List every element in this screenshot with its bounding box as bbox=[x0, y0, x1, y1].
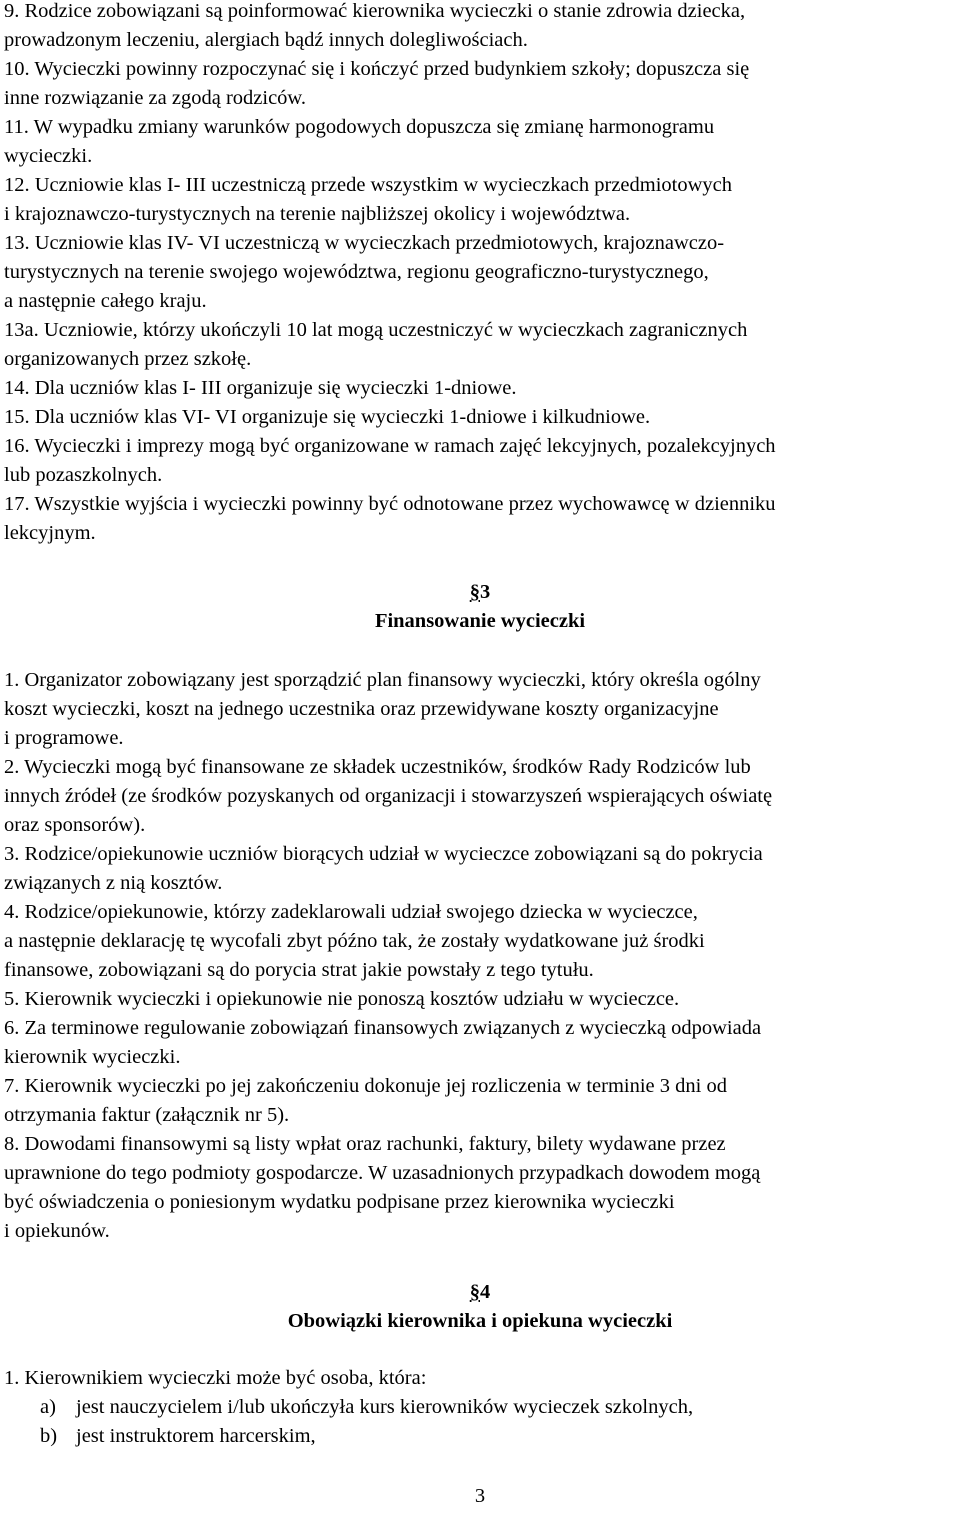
item-10-line-2: inne rozwiązanie za zgodą rodziców. bbox=[4, 87, 307, 109]
item-13-line-1: 13. Uczniowie klas IV- VI uczestniczą w wycieczkach przedmiotowych, krajoznawczo- bbox=[4, 232, 725, 254]
page-number: 3 bbox=[474, 1485, 486, 1507]
s3-item-7-line-1: 7. Kierownik wycieczki po jej zakończeniu dokonuje jej rozliczenia w terminie 3 dni od bbox=[4, 1075, 727, 1097]
section3-items bbox=[4, 666, 960, 1246]
s4-subitem-a bbox=[4, 1393, 693, 1422]
item-17-line-1: 17. Wszystkie wyjścia i wycieczki powinny być odnotowane przez wychowawcę w dzienniku bbox=[4, 493, 776, 515]
s3-item-8-line-1: 8. Dowodami finansowymi są listy wpłat oraz rachunki, faktury, bilety wydawane przez bbox=[4, 1133, 726, 1155]
s3-item-8-line-2: uprawnione do tego podmioty gospodarcze. W uzasadnionych przypadkach dowodem mogą bbox=[4, 1162, 761, 1184]
s3-item-6-line-1: 6. Za terminowe regulowanie zobowiązań finansowych związanych z wycieczką odpowiada bbox=[4, 1017, 762, 1039]
item-11-line-2: wycieczki. bbox=[4, 145, 93, 167]
item-14-line-1: 14. Dla uczniów klas I- III organizuje się wycieczki 1-dniowe. bbox=[4, 377, 517, 399]
item-17-line-2: lekcyjnym. bbox=[4, 522, 96, 544]
s3-item-1-line-1: 1. Organizator zobowiązany jest sporządzić plan finansowy wycieczki, który określa ogólny bbox=[4, 669, 761, 691]
s3-item-2-line-1: 2. Wycieczki mogą być finansowane ze składek uczestników, środków Rady Rodziców lub bbox=[4, 756, 751, 778]
item-12-line-1: 12. Uczniowie klas I- III uczestniczą przede wszystkim w wycieczkach przedmiotowych bbox=[4, 174, 733, 196]
s4-subitem-b bbox=[4, 1422, 316, 1451]
s3-item-1-line-3: i programowe. bbox=[4, 727, 124, 749]
section4-number: §4 bbox=[469, 1281, 491, 1303]
s3-item-8-line-3: być oświadczenia o poniesionym wydatku podpisane przez kierownika wycieczki bbox=[4, 1191, 675, 1213]
s3-item-7-line-2: otrzymania faktur (załącznik nr 5). bbox=[4, 1104, 290, 1126]
s3-item-3-line-1: 3. Rodzice/opiekunowie uczniów biorących udział w wycieczce zobowiązani są do pokrycia bbox=[4, 843, 763, 865]
item-9-line-1: 9. Rodzice zobowiązani są poinformować kierownika wycieczki o stanie zdrowia dziecka, bbox=[4, 0, 746, 22]
s3-item-5-line-1: 5. Kierownik wycieczki i opiekunowie nie ponoszą kosztów udziału w wycieczce. bbox=[4, 988, 680, 1010]
s3-item-2-line-2: innych źródeł (ze środków pozyskanych od organizacji i stowarzyszeń wspierających oświatę bbox=[4, 785, 773, 807]
s3-item-6-line-2: kierownik wycieczki. bbox=[4, 1046, 181, 1068]
item-13-line-2: turystycznych na terenie swojego województwa, regionu geograficzno-turystycznego, bbox=[4, 261, 709, 283]
item-11-line-1: 11. W wypadku zmiany warunków pogodowych dopuszcza się zmianę harmonogramu bbox=[4, 116, 715, 138]
s3-item-4-line-3: finansowe, zobowiązani są do porycia strat jakie powstały z tego tytułu. bbox=[4, 959, 594, 981]
item-13-line-3: a następnie całego kraju. bbox=[4, 290, 207, 312]
section4-title: Obowiązki kierownika i opiekuna wycieczki bbox=[287, 1310, 673, 1332]
s4-subitem-b-text: jest instruktorem harcerskim, bbox=[76, 1425, 316, 1447]
section2-items bbox=[4, 0, 960, 548]
item-13a-line-2: organizowanych przez szkołę. bbox=[4, 348, 252, 370]
s3-item-1-line-2: koszt wycieczki, koszt na jednego uczestnika oraz przewidywane koszty organizacyjne bbox=[4, 698, 719, 720]
s3-item-4-line-1: 4. Rodzice/opiekunowie, którzy zadeklarowali udział swojego dziecka w wycieczce, bbox=[4, 901, 698, 923]
s4-subitem-a-text: jest nauczycielem i/lub ukończyła kurs kierowników wycieczek szkolnych, bbox=[76, 1396, 694, 1418]
s3-item-4-line-2: a następnie deklarację tę wycofali zbyt późno tak, że zostały wydatkowane już środki bbox=[4, 930, 705, 952]
section3-title: Finansowanie wycieczki bbox=[374, 610, 586, 632]
s3-item-2-line-3: oraz sponsorów). bbox=[4, 814, 146, 836]
s4-subitem-b-marker: b) bbox=[40, 1425, 58, 1447]
item-13a-line-1: 13a. Uczniowie, którzy ukończyli 10 lat mogą uczestniczyć w wycieczkach zagranicznych bbox=[4, 319, 748, 341]
item-10-line-1: 10. Wycieczki powinny rozpoczynać się i kończyć przed budynkiem szkoły; dopuszcza się bbox=[4, 58, 750, 80]
item-16-line-1: 16. Wycieczki i imprezy mogą być organizowane w ramach zajęć lekcyjnych, pozalekcyjnych bbox=[4, 435, 776, 457]
item-12-line-2: i krajoznawczo-turystycznych na terenie najbliższej okolicy i województwa. bbox=[4, 203, 631, 225]
item-9-line-2: prowadzonym leczeniu, alergiach bądź innych dolegliwościach. bbox=[4, 29, 528, 51]
item-15-line-1: 15. Dla uczniów klas VI- VI organizuje się wycieczki 1-dniowe i kilkudniowe. bbox=[4, 406, 651, 428]
section3-number: §3 bbox=[469, 581, 491, 603]
item-16-line-2: lub pozaszkolnych. bbox=[4, 464, 163, 486]
s3-item-3-line-2: związanych z nią kosztów. bbox=[4, 872, 223, 894]
s3-item-8-line-4: i opiekunów. bbox=[4, 1220, 110, 1242]
s4-item-1-intro: 1. Kierownikiem wycieczki może być osoba, która: bbox=[4, 1367, 427, 1389]
s4-subitem-a-marker: a) bbox=[40, 1396, 56, 1418]
